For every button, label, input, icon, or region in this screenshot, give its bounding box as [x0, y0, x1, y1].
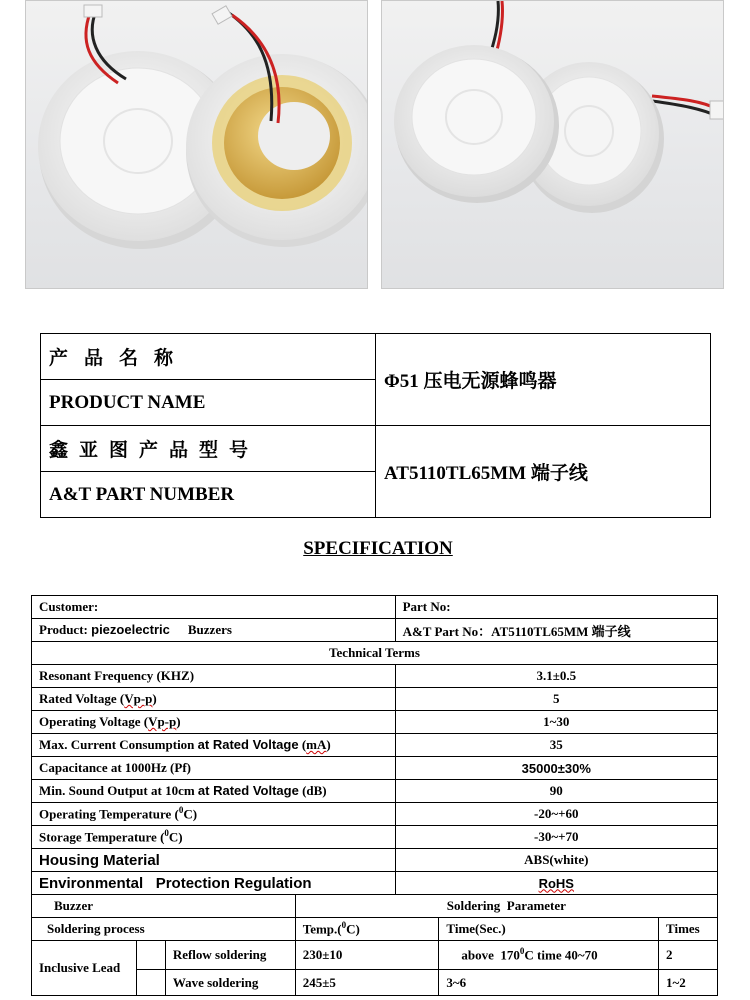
product-cell: Product: piezoelectric Buzzers — [32, 619, 396, 642]
specification-table — [31, 595, 718, 996]
at-part-cell: A&T Part No：AT5110TL65MM 端子线 — [395, 619, 717, 642]
spec-row: Storage Temperature ($^0$C) -30~+70 — [32, 826, 718, 849]
product-photo-right — [381, 0, 724, 289]
buzzer-label: Buzzer — [32, 895, 296, 918]
spec-row: Max. Current Consumption at Rated Voltage (mA) 35 — [32, 734, 718, 757]
solder-temp: 230±10 — [295, 941, 439, 970]
product-name-en-label: PRODUCT NAME — [41, 380, 376, 426]
solder-time: above $170^0C$ time 40~70 — [439, 941, 659, 970]
part-no-label: Part No: — [395, 596, 717, 619]
spec-row: Operating Voltage (Vp-p) 1~30 — [32, 711, 718, 734]
product-name-cn-label: 产品名称 — [41, 334, 376, 380]
spec-row: Environmental Protection Regulation RoHS — [32, 872, 718, 895]
part-number-value: AT5110TL65MM 端子线 — [376, 426, 711, 518]
spec-row: Min. Sound Output at 10cm at Rated Voltage (dB) 90 — [32, 780, 718, 803]
solder-temp: 245±5 — [295, 970, 439, 996]
solder-times: 2 — [659, 941, 718, 970]
solder-process: Wave soldering — [165, 970, 295, 996]
inclusive-lead-label: Inclusive Lead — [32, 941, 137, 996]
solder-time: 3~6 — [439, 970, 659, 996]
part-number-en-label: A&T PART NUMBER — [41, 472, 376, 518]
part-number-cn-label: 鑫亚图产品型号 — [41, 426, 376, 472]
soldering-process-label: Soldering process — [32, 918, 296, 941]
product-name-value: Φ51 压电无源蜂鸣器 — [376, 334, 711, 426]
specification-title: SPECIFICATION — [303, 538, 453, 559]
solder-process: Reflow soldering — [165, 941, 295, 970]
spec-row: Capacitance at 1000Hz (Pf) 35000±30% — [32, 757, 718, 780]
customer-label: Customer: — [32, 596, 396, 619]
time-header: Time(Sec.) — [439, 918, 659, 941]
buzzer-front-back-illustration — [26, 1, 367, 288]
soldering-parameter-header: Soldering Parameter — [295, 895, 717, 918]
product-photo-left — [25, 0, 368, 289]
times-header: Times — [659, 918, 718, 941]
buzzer-pair-illustration — [382, 1, 723, 288]
temp-header: Temp.($^0$C) — [295, 918, 439, 941]
spec-row: Operating Temperature ($^0$C) -20~+60 — [32, 803, 718, 826]
product-info-table — [40, 333, 711, 518]
technical-terms-header: Technical Terms — [32, 642, 718, 665]
solder-times: 1~2 — [659, 970, 718, 996]
spec-row: Rated Voltage (Vp-p) 5 — [32, 688, 718, 711]
spec-row: Resonant Frequency (KHZ) 3.1±0.5 — [32, 665, 718, 688]
spec-row: Housing Material ABS(white) — [32, 849, 718, 872]
